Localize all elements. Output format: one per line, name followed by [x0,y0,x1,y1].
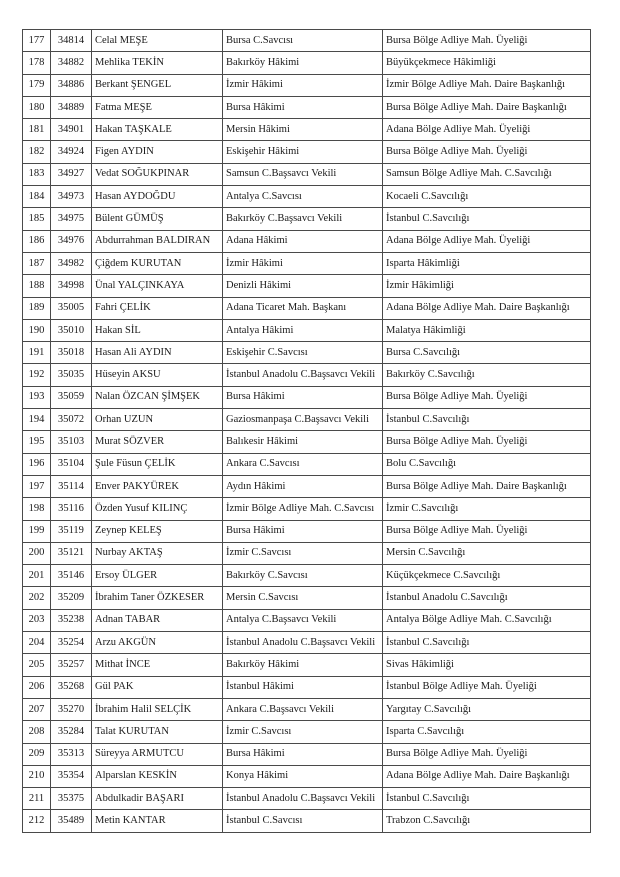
current-position-cell: Bursa Hâkimi [223,386,383,408]
person-name-cell: Enver PAKYÜREK [92,475,223,497]
table-row [23,788,591,810]
current-position-cell: Bakırköy Hâkimi [223,654,383,676]
person-name-cell: Vedat SOĞUKPINAR [92,163,223,185]
new-assignment-cell: İstanbul C.Savcılığı [383,409,591,431]
table-row [23,475,591,497]
registry-number-cell: 35375 [51,788,92,810]
current-position-cell: Antalya C.Savcısı [223,186,383,208]
current-position-cell: Antalya C.Başsavcı Vekili [223,609,383,631]
current-position-cell: Konya Hâkimi [223,765,383,787]
current-position-cell: Adana Ticaret Mah. Başkanı [223,297,383,319]
current-position-cell: İzmir Hâkimi [223,252,383,274]
current-position-cell: Gaziosmanpaşa C.Başsavcı Vekili [223,409,383,431]
person-name-cell: Abdurrahman BALDIRAN [92,230,223,252]
new-assignment-cell: Küçükçekmece C.Savcılığı [383,565,591,587]
current-position-cell: İzmir C.Savcısı [223,721,383,743]
new-assignment-cell: Adana Bölge Adliye Mah. Daire Başkanlığı [383,297,591,319]
person-name-cell: Bülent GÜMÜŞ [92,208,223,230]
new-assignment-cell: Adana Bölge Adliye Mah. Üyeliği [383,230,591,252]
person-name-cell: Nalan ÖZCAN ŞİMŞEK [92,386,223,408]
person-name-cell: Orhan UZUN [92,409,223,431]
current-position-cell: Ankara C.Savcısı [223,453,383,475]
new-assignment-cell: Mersin C.Savcılığı [383,542,591,564]
row-number-cell: 196 [23,453,51,475]
person-name-cell: Fahri ÇELİK [92,297,223,319]
row-number-cell: 201 [23,565,51,587]
row-number-cell: 208 [23,721,51,743]
row-number-cell: 197 [23,475,51,497]
registry-number-cell: 34973 [51,186,92,208]
table-row [23,386,591,408]
new-assignment-cell: Bursa Bölge Adliye Mah. Üyeliği [383,743,591,765]
current-position-cell: Mersin Hâkimi [223,119,383,141]
table-row [23,565,591,587]
registry-number-cell: 34814 [51,30,92,52]
row-number-cell: 192 [23,364,51,386]
current-position-cell: Eskişehir C.Savcısı [223,342,383,364]
new-assignment-cell: Malatya Hâkimliği [383,319,591,341]
table-row [23,208,591,230]
new-assignment-cell: Bursa Bölge Adliye Mah. Üyeliği [383,520,591,542]
new-assignment-cell: Isparta C.Savcılığı [383,721,591,743]
row-number-cell: 181 [23,119,51,141]
table-row [23,319,591,341]
current-position-cell: Ankara C.Başsavcı Vekili [223,698,383,720]
current-position-cell: İzmir Bölge Adliye Mah. C.Savcısı [223,498,383,520]
registry-number-cell: 35104 [51,453,92,475]
current-position-cell: Bursa C.Savcısı [223,30,383,52]
new-assignment-cell: Adana Bölge Adliye Mah. Üyeliği [383,119,591,141]
registry-number-cell: 34927 [51,163,92,185]
row-number-cell: 190 [23,319,51,341]
table-row [23,587,591,609]
current-position-cell: İzmir Hâkimi [223,74,383,96]
table-row [23,654,591,676]
row-number-cell: 207 [23,698,51,720]
new-assignment-cell: Bakırköy C.Savcılığı [383,364,591,386]
new-assignment-cell: Bursa Bölge Adliye Mah. Daire Başkanlığı [383,475,591,497]
registry-number-cell: 34982 [51,252,92,274]
row-number-cell: 177 [23,30,51,52]
current-position-cell: Aydın Hâkimi [223,475,383,497]
registry-number-cell: 34886 [51,74,92,96]
registry-number-cell: 35284 [51,721,92,743]
registry-number-cell: 35035 [51,364,92,386]
row-number-cell: 183 [23,163,51,185]
new-assignment-cell: Bolu C.Savcılığı [383,453,591,475]
table-row [23,431,591,453]
row-number-cell: 187 [23,252,51,274]
registry-number-cell: 35059 [51,386,92,408]
current-position-cell: Bursa Hâkimi [223,743,383,765]
new-assignment-cell: İzmir Hâkimliği [383,275,591,297]
person-name-cell: Celal MEŞE [92,30,223,52]
person-name-cell: Berkant ŞENGEL [92,74,223,96]
table-row [23,542,591,564]
person-name-cell: İbrahim Halil SELÇİK [92,698,223,720]
new-assignment-cell: Sivas Hâkimliği [383,654,591,676]
row-number-cell: 199 [23,520,51,542]
new-assignment-cell: Trabzon C.Savcılığı [383,810,591,832]
person-name-cell: Hasan Ali AYDIN [92,342,223,364]
registry-number-cell: 35313 [51,743,92,765]
person-name-cell: Talat KURUTAN [92,721,223,743]
registry-number-cell: 35114 [51,475,92,497]
registry-number-cell: 35268 [51,676,92,698]
row-number-cell: 184 [23,186,51,208]
person-name-cell: Ersoy ÜLGER [92,565,223,587]
new-assignment-cell: İstanbul Bölge Adliye Mah. Üyeliği [383,676,591,698]
current-position-cell: İstanbul Anadolu C.Başsavcı Vekili [223,364,383,386]
row-number-cell: 203 [23,609,51,631]
new-assignment-cell: Büyükçekmece Hâkimliği [383,52,591,74]
row-number-cell: 212 [23,810,51,832]
table-row [23,810,591,832]
current-position-cell: Bakırköy Hâkimi [223,52,383,74]
registry-number-cell: 35010 [51,319,92,341]
registry-number-cell: 35072 [51,409,92,431]
new-assignment-cell: Bursa Bölge Adliye Mah. Daire Başkanlığı [383,96,591,118]
new-assignment-cell: İzmir Bölge Adliye Mah. Daire Başkanlığı [383,74,591,96]
current-position-cell: Denizli Hâkimi [223,275,383,297]
row-number-cell: 179 [23,74,51,96]
registry-number-cell: 35209 [51,587,92,609]
row-number-cell: 193 [23,386,51,408]
table-row [23,364,591,386]
new-assignment-cell: İstanbul Anadolu C.Savcılığı [383,587,591,609]
person-name-cell: Özden Yusuf KILINÇ [92,498,223,520]
row-number-cell: 205 [23,654,51,676]
registry-number-cell: 35270 [51,698,92,720]
person-name-cell: Alparslan KESKİN [92,765,223,787]
new-assignment-cell: İstanbul C.Savcılığı [383,632,591,654]
row-number-cell: 209 [23,743,51,765]
current-position-cell: Bursa Hâkimi [223,520,383,542]
registry-number-cell: 35018 [51,342,92,364]
table-row [23,74,591,96]
person-name-cell: Metin KANTAR [92,810,223,832]
registry-number-cell: 34889 [51,96,92,118]
registry-number-cell: 34975 [51,208,92,230]
registry-number-cell: 35116 [51,498,92,520]
current-position-cell: Bursa Hâkimi [223,96,383,118]
person-name-cell: Şule Füsun ÇELİK [92,453,223,475]
row-number-cell: 202 [23,587,51,609]
person-name-cell: Mithat İNCE [92,654,223,676]
new-assignment-cell: Bursa C.Savcılığı [383,342,591,364]
new-assignment-cell: Bursa Bölge Adliye Mah. Üyeliği [383,141,591,163]
current-position-cell: İstanbul Anadolu C.Başsavcı Vekili [223,632,383,654]
table-row [23,163,591,185]
current-position-cell: Antalya Hâkimi [223,319,383,341]
appointments-table [22,29,591,833]
table-row [23,520,591,542]
registry-number-cell: 35005 [51,297,92,319]
table-row [23,52,591,74]
table-row [23,498,591,520]
registry-number-cell: 35354 [51,765,92,787]
row-number-cell: 204 [23,632,51,654]
person-name-cell: Çiğdem KURUTAN [92,252,223,274]
current-position-cell: Adana Hâkimi [223,230,383,252]
table-row [23,342,591,364]
current-position-cell: İstanbul C.Savcısı [223,810,383,832]
row-number-cell: 188 [23,275,51,297]
person-name-cell: Mehlika TEKİN [92,52,223,74]
table-row [23,96,591,118]
new-assignment-cell: Isparta Hâkimliği [383,252,591,274]
table-row [23,409,591,431]
registry-number-cell: 35238 [51,609,92,631]
current-position-cell: İstanbul Anadolu C.Başsavcı Vekili [223,788,383,810]
new-assignment-cell: Kocaeli C.Savcılığı [383,186,591,208]
row-number-cell: 210 [23,765,51,787]
registry-number-cell: 34901 [51,119,92,141]
row-number-cell: 211 [23,788,51,810]
new-assignment-cell: Antalya Bölge Adliye Mah. C.Savcılığı [383,609,591,631]
table-row [23,297,591,319]
current-position-cell: Eskişehir Hâkimi [223,141,383,163]
new-assignment-cell: İzmir C.Savcılığı [383,498,591,520]
row-number-cell: 182 [23,141,51,163]
registry-number-cell: 35146 [51,565,92,587]
table-row [23,119,591,141]
person-name-cell: Hasan AYDOĞDU [92,186,223,208]
table-row [23,698,591,720]
row-number-cell: 180 [23,96,51,118]
new-assignment-cell: Yargıtay C.Savcılığı [383,698,591,720]
table-row [23,765,591,787]
registry-number-cell: 35489 [51,810,92,832]
person-name-cell: Fatma MEŞE [92,96,223,118]
person-name-cell: Figen AYDIN [92,141,223,163]
current-position-cell: Balıkesir Hâkimi [223,431,383,453]
table-row [23,632,591,654]
person-name-cell: Murat SÖZVER [92,431,223,453]
row-number-cell: 198 [23,498,51,520]
new-assignment-cell: Bursa Bölge Adliye Mah. Üyeliği [383,30,591,52]
row-number-cell: 200 [23,542,51,564]
table-row [23,743,591,765]
person-name-cell: Arzu AKGÜN [92,632,223,654]
new-assignment-cell: İstanbul C.Savcılığı [383,208,591,230]
table-body [23,30,591,833]
table-row [23,676,591,698]
table-row [23,186,591,208]
person-name-cell: Nurbay AKTAŞ [92,542,223,564]
registry-number-cell: 35119 [51,520,92,542]
person-name-cell: Hüseyin AKSU [92,364,223,386]
table-row [23,230,591,252]
registry-number-cell: 34998 [51,275,92,297]
new-assignment-cell: Bursa Bölge Adliye Mah. Üyeliği [383,431,591,453]
table-row [23,275,591,297]
current-position-cell: İzmir C.Savcısı [223,542,383,564]
table-row [23,721,591,743]
row-number-cell: 189 [23,297,51,319]
person-name-cell: Abdulkadir BAŞARI [92,788,223,810]
row-number-cell: 178 [23,52,51,74]
registry-number-cell: 35103 [51,431,92,453]
row-number-cell: 206 [23,676,51,698]
current-position-cell: Samsun C.Başsavcı Vekili [223,163,383,185]
row-number-cell: 186 [23,230,51,252]
current-position-cell: Bakırköy C.Başsavcı Vekili [223,208,383,230]
row-number-cell: 185 [23,208,51,230]
new-assignment-cell: İstanbul C.Savcılığı [383,788,591,810]
person-name-cell: İbrahim Taner ÖZKESER [92,587,223,609]
table-row [23,30,591,52]
person-name-cell: Süreyya ARMUTCU [92,743,223,765]
registry-number-cell: 35254 [51,632,92,654]
table-row [23,141,591,163]
registry-number-cell: 34976 [51,230,92,252]
current-position-cell: İstanbul Hâkimi [223,676,383,698]
person-name-cell: Hakan SİL [92,319,223,341]
person-name-cell: Hakan TAŞKALE [92,119,223,141]
new-assignment-cell: Bursa Bölge Adliye Mah. Üyeliği [383,386,591,408]
new-assignment-cell: Adana Bölge Adliye Mah. Daire Başkanlığı [383,765,591,787]
table-row [23,252,591,274]
person-name-cell: Adnan TABAR [92,609,223,631]
table-row [23,453,591,475]
row-number-cell: 191 [23,342,51,364]
row-number-cell: 195 [23,431,51,453]
registry-number-cell: 35257 [51,654,92,676]
registry-number-cell: 34882 [51,52,92,74]
person-name-cell: Gül PAK [92,676,223,698]
registry-number-cell: 34924 [51,141,92,163]
current-position-cell: Bakırköy C.Savcısı [223,565,383,587]
row-number-cell: 194 [23,409,51,431]
person-name-cell: Ünal YALÇINKAYA [92,275,223,297]
registry-number-cell: 35121 [51,542,92,564]
table-row [23,609,591,631]
person-name-cell: Zeynep KELEŞ [92,520,223,542]
new-assignment-cell: Samsun Bölge Adliye Mah. C.Savcılığı [383,163,591,185]
current-position-cell: Mersin C.Savcısı [223,587,383,609]
